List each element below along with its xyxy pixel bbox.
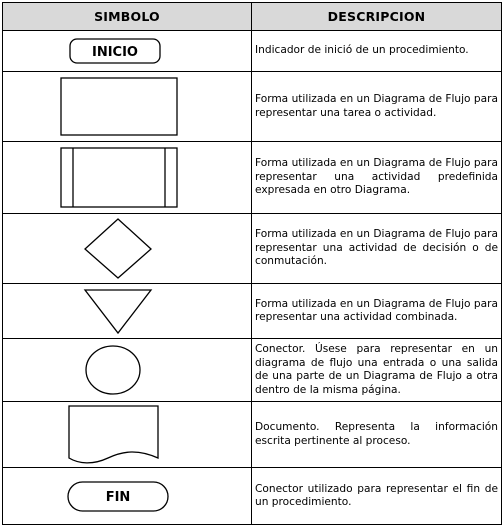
document-symbol	[3, 402, 252, 467]
table-row	[3, 339, 502, 402]
description-cell: Forma utilizada en un Diagrama de Flujo para representar una actividad combinada.	[252, 284, 502, 339]
merge-triangle-symbol	[3, 284, 252, 338]
table-row	[3, 31, 502, 72]
description-cell: Forma utilizada en un Diagrama de Flujo para representar una tarea o actividad.	[252, 72, 502, 142]
description-cell: Forma utilizada en un Diagrama de Flujo para representar una actividad predefinida expresada en otro Diagrama.	[252, 142, 502, 214]
process-symbol	[3, 72, 252, 141]
table-row	[3, 72, 502, 142]
symbol-cell	[3, 31, 252, 72]
terminator-end-symbol	[3, 468, 252, 524]
table-row	[3, 402, 502, 468]
inicio-label: INICIO	[92, 45, 138, 60]
symbol-cell	[3, 284, 252, 339]
header-symbol: SIMBOLO	[3, 3, 252, 31]
table-row	[3, 468, 502, 525]
symbol-cell	[3, 468, 252, 525]
predefined-process-symbol	[3, 142, 252, 213]
symbols-table	[2, 2, 502, 525]
table-row	[3, 284, 502, 339]
description-cell: Forma utilizada en un Diagrama de Flujo para representar una actividad de decisión o de conmutación.	[252, 214, 502, 284]
terminator-start-symbol	[3, 31, 252, 71]
symbol-cell	[3, 402, 252, 468]
table-row	[3, 142, 502, 214]
symbol-cell	[3, 214, 252, 284]
connector-circle-symbol	[3, 339, 252, 401]
decision-symbol	[3, 214, 252, 283]
description-cell: Documento. Representa la información escrita pertinente al proceso.	[252, 402, 502, 468]
header-row	[3, 3, 502, 31]
symbol-cell	[3, 339, 252, 402]
description-cell: Conector utilizado para representar el fin de un procedimiento.	[252, 468, 502, 525]
header-description: DESCRIPCION	[252, 3, 502, 31]
table-row	[3, 214, 502, 284]
description-cell: Indicador de inició de un procedimiento.	[252, 31, 502, 72]
description-cell: Conector. Úsese para representar en un diagrama de flujo una entrada o una salida de una parte de un Diagrama de Flujo a otra dentro de la misma página.	[252, 339, 502, 402]
symbol-cell	[3, 142, 252, 214]
symbol-cell	[3, 72, 252, 142]
fin-label: FIN	[105, 490, 131, 505]
